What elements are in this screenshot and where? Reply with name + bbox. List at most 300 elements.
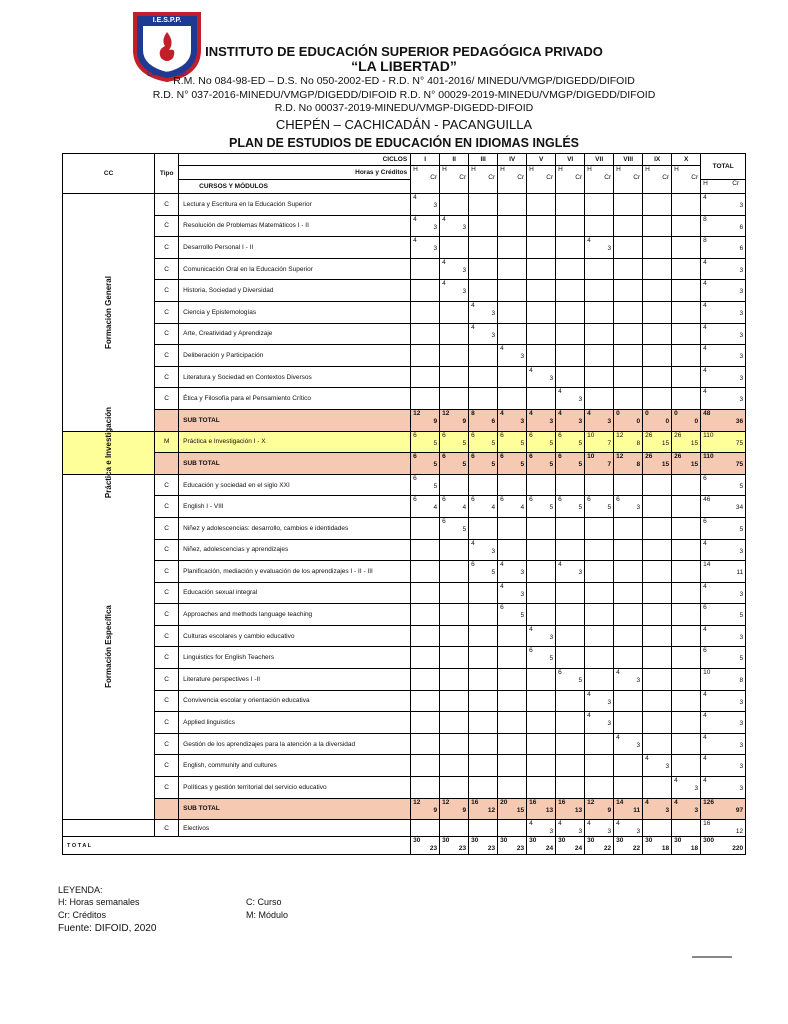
hours-credits-cell <box>527 582 556 604</box>
hours-credits-cell <box>556 474 585 496</box>
hours-credits-cell <box>411 733 440 755</box>
hours-credits-cell: 6 5 <box>498 431 527 453</box>
tipo-cell: C <box>155 496 179 518</box>
legend-source: Fuente: DIFOID, 2020 <box>58 923 157 934</box>
hours-credits-cell <box>469 280 498 302</box>
subtotal-label: SUB TOTAL <box>179 409 411 431</box>
hours-credits-cell <box>498 539 527 561</box>
hours-credits-cell <box>556 258 585 280</box>
hours-credits-cell: 6 5 <box>469 561 498 583</box>
tipo-cell: C <box>155 539 179 561</box>
course-name: English, community and cultures <box>179 755 411 777</box>
header-horas-creditos: Horas y Créditos <box>179 166 411 180</box>
location-line: CHEPÉN – CACHICADÁN - PACANGUILLA <box>275 117 533 132</box>
hours-credits-cell <box>643 712 672 734</box>
hours-credits-cell <box>527 345 556 367</box>
cycle-header: III <box>469 154 498 166</box>
hours-credits-cell <box>672 215 701 237</box>
hours-credits-cell <box>527 733 556 755</box>
hours-credits-cell <box>585 280 614 302</box>
total-cell: 110 75 <box>701 431 746 453</box>
tipo-cell: C <box>155 280 179 302</box>
hours-credits-cell <box>672 301 701 323</box>
hours-credits-cell <box>672 258 701 280</box>
hours-credits-cell <box>672 712 701 734</box>
hours-credits-cell <box>527 237 556 259</box>
area-label: Práctica e Investigación <box>63 431 155 474</box>
tipo-cell: C <box>155 625 179 647</box>
total-cell: 4 3 <box>701 323 746 345</box>
course-name: Literatura y Sociedad en Contextos Diversos <box>179 366 411 388</box>
hours-credits-cell <box>469 777 498 799</box>
cycle-header: VIII <box>614 154 643 166</box>
course-row <box>63 582 746 604</box>
hours-credits-cell <box>498 194 527 216</box>
hours-credits-cell <box>498 215 527 237</box>
hours-credits-cell: 4 3 <box>556 561 585 583</box>
hours-credits-cell <box>411 539 440 561</box>
hours-credits-cell <box>585 733 614 755</box>
hours-credits-cell: 30 24 <box>527 837 556 855</box>
course-name: Comunicación Oral en la Educación Superior <box>179 258 411 280</box>
hours-credits-cell <box>469 625 498 647</box>
hours-credits-cell <box>643 388 672 410</box>
total-cell: 4 3 <box>701 625 746 647</box>
grand-total-label: T O T A L <box>63 837 411 855</box>
hours-credits-cell <box>614 237 643 259</box>
hours-credits-cell <box>643 366 672 388</box>
hours-credits-cell <box>585 604 614 626</box>
course-name: Ciencia y Epistemologías <box>179 301 411 323</box>
total-cell: 6 5 <box>701 517 746 539</box>
hours-credits-cell <box>585 366 614 388</box>
total-cell: 4 3 <box>701 388 746 410</box>
hours-credits-cell <box>585 539 614 561</box>
hours-credits-cell <box>643 690 672 712</box>
tipo-cell: C <box>155 215 179 237</box>
tipo-cell: C <box>155 237 179 259</box>
course-name: Gestión de los aprendizajes para la atención a la diversidad <box>179 733 411 755</box>
hours-credits-cell <box>556 280 585 302</box>
tipo-cell: C <box>155 474 179 496</box>
hours-credits-cell: 30 23 <box>498 837 527 855</box>
course-name: Educación y sociedad en el siglo XXI <box>179 474 411 496</box>
hours-credits-cell <box>585 194 614 216</box>
hours-credits-cell: 12 9 <box>585 798 614 820</box>
course-row <box>63 366 746 388</box>
hours-credits-cell: 4 3 <box>498 345 527 367</box>
tipo-cell <box>155 798 179 820</box>
hours-credits-cell: 6 4 <box>411 496 440 518</box>
resolution-line-1: R.M. No 084-98-ED – D.S. No 050-2002-ED - R.D. N° 401-2016/ MINEDU/VMGP/DIGEDD/DIFOID <box>173 75 635 87</box>
hours-credits-cell <box>643 301 672 323</box>
course-name: Práctica e Investigación I - X <box>179 431 411 453</box>
hours-credits-cell: 6 5 <box>527 647 556 669</box>
hours-credits-cell: 4 3 <box>556 409 585 431</box>
hours-credits-cell <box>556 323 585 345</box>
course-name: Applied linguistics <box>179 712 411 734</box>
hours-credits-cell <box>672 647 701 669</box>
hours-credits-cell: 6 4 <box>498 496 527 518</box>
hours-credits-cell <box>556 777 585 799</box>
hours-credits-cell <box>672 194 701 216</box>
hours-credits-cell <box>672 561 701 583</box>
hours-credits-cell <box>440 237 469 259</box>
hours-credits-cell <box>556 690 585 712</box>
divider-line <box>692 956 732 958</box>
hours-credits-cell <box>469 733 498 755</box>
hours-credits-cell <box>440 733 469 755</box>
hours-credits-cell <box>498 777 527 799</box>
cycle-hcr-header: H Cr <box>585 166 614 194</box>
hours-credits-cell <box>498 690 527 712</box>
hours-credits-cell <box>556 755 585 777</box>
hours-credits-cell: 12 8 <box>614 453 643 475</box>
hours-credits-cell <box>469 604 498 626</box>
hours-credits-cell <box>498 366 527 388</box>
total-cell: 6 5 <box>701 647 746 669</box>
course-row <box>63 517 746 539</box>
course-row <box>63 280 746 302</box>
study-plan-table <box>62 153 746 855</box>
hours-credits-cell <box>527 280 556 302</box>
tipo-cell: C <box>155 517 179 539</box>
course-name: Electivos <box>179 820 411 837</box>
cycle-header: V <box>527 154 556 166</box>
hours-credits-cell <box>440 712 469 734</box>
hours-credits-cell <box>440 301 469 323</box>
hours-credits-cell <box>643 345 672 367</box>
hours-credits-cell: 4 3 <box>585 712 614 734</box>
subtotal-label: SUB TOTAL <box>179 453 411 475</box>
hours-credits-cell: 30 23 <box>469 837 498 855</box>
hours-credits-cell <box>498 388 527 410</box>
course-row <box>63 647 746 669</box>
hours-credits-cell: 4 3 <box>527 625 556 647</box>
hours-credits-cell <box>411 669 440 691</box>
hours-credits-cell <box>527 604 556 626</box>
course-row <box>63 474 746 496</box>
legend-title: LEYENDA: <box>58 885 103 895</box>
hours-credits-cell <box>672 539 701 561</box>
total-cell: 4 3 <box>701 755 746 777</box>
hours-credits-cell: 4 3 <box>498 561 527 583</box>
hours-credits-cell <box>440 647 469 669</box>
hours-credits-cell <box>672 388 701 410</box>
hours-credits-cell <box>469 820 498 837</box>
tipo-cell: C <box>155 366 179 388</box>
course-name: Desarrollo Personal I - II <box>179 237 411 259</box>
hours-credits-cell <box>614 517 643 539</box>
hours-credits-cell: 16 13 <box>527 798 556 820</box>
hours-credits-cell <box>527 194 556 216</box>
tipo-cell: C <box>155 755 179 777</box>
hours-credits-cell <box>469 755 498 777</box>
total-cell: 6 5 <box>701 604 746 626</box>
hours-credits-cell: 30 23 <box>411 837 440 855</box>
hours-credits-cell <box>614 474 643 496</box>
hours-credits-cell <box>498 755 527 777</box>
hours-credits-cell: 4 3 <box>585 409 614 431</box>
hours-credits-cell <box>643 194 672 216</box>
hours-credits-cell <box>498 733 527 755</box>
course-row <box>63 669 746 691</box>
hours-credits-cell <box>672 604 701 626</box>
hours-credits-cell <box>440 755 469 777</box>
hours-credits-cell <box>614 366 643 388</box>
hours-credits-cell: 4 3 <box>440 280 469 302</box>
hours-credits-cell <box>469 215 498 237</box>
hours-credits-cell: 6 5 <box>469 431 498 453</box>
hours-credits-cell <box>585 755 614 777</box>
hours-credits-cell <box>614 712 643 734</box>
header-tipo: Tipo <box>155 154 179 194</box>
hours-credits-cell <box>411 755 440 777</box>
hours-credits-cell: 4 3 <box>643 755 672 777</box>
hours-credits-cell <box>498 669 527 691</box>
hours-credits-cell <box>440 561 469 583</box>
hours-credits-cell <box>556 517 585 539</box>
hours-credits-cell <box>527 215 556 237</box>
hours-credits-cell <box>498 474 527 496</box>
hours-credits-cell: 4 3 <box>527 820 556 837</box>
plan-title: PLAN DE ESTUDIOS DE EDUCACIÓN EN IDIOMAS INGLÉS <box>228 136 580 150</box>
hours-credits-cell: 12 9 <box>440 409 469 431</box>
hours-credits-cell <box>643 258 672 280</box>
tipo-cell: C <box>155 194 179 216</box>
hours-credits-cell <box>556 625 585 647</box>
hours-credits-cell <box>672 820 701 837</box>
hours-credits-cell <box>469 366 498 388</box>
course-row <box>63 301 746 323</box>
hours-credits-cell: 26 15 <box>643 453 672 475</box>
hours-credits-cell: 4 3 <box>411 215 440 237</box>
hours-credits-cell <box>614 258 643 280</box>
course-row <box>63 345 746 367</box>
hours-credits-cell <box>643 733 672 755</box>
hours-credits-cell <box>643 647 672 669</box>
course-name: Approaches and methods language teaching <box>179 604 411 626</box>
hours-credits-cell <box>440 604 469 626</box>
cycle-header: II <box>440 154 469 166</box>
hours-credits-cell <box>440 345 469 367</box>
hours-credits-cell: 4 3 <box>440 215 469 237</box>
hours-credits-cell <box>527 755 556 777</box>
hours-credits-cell: 4 3 <box>498 409 527 431</box>
hours-credits-cell <box>672 755 701 777</box>
hours-credits-cell <box>411 820 440 837</box>
hours-credits-cell <box>498 712 527 734</box>
hours-credits-cell <box>527 690 556 712</box>
hours-credits-cell <box>469 690 498 712</box>
hours-credits-cell <box>440 625 469 647</box>
course-row <box>63 733 746 755</box>
hours-credits-cell <box>411 366 440 388</box>
hours-credits-cell <box>585 777 614 799</box>
hours-credits-cell <box>498 280 527 302</box>
tipo-cell: C <box>155 690 179 712</box>
hours-credits-cell <box>411 517 440 539</box>
course-row <box>63 712 746 734</box>
tipo-cell <box>155 409 179 431</box>
hours-credits-cell: 12 8 <box>614 431 643 453</box>
course-name: Deliberación y Participación <box>179 345 411 367</box>
hours-credits-cell <box>614 280 643 302</box>
course-row <box>63 690 746 712</box>
hours-credits-cell: 6 5 <box>440 431 469 453</box>
hours-credits-cell <box>614 777 643 799</box>
hours-credits-cell <box>643 517 672 539</box>
course-name: Linguistics for English Teachers <box>179 647 411 669</box>
course-row <box>63 777 746 799</box>
area-label: Formación Específica <box>63 474 155 820</box>
tipo-cell: C <box>155 604 179 626</box>
hours-credits-cell <box>527 517 556 539</box>
course-name: Planificación, mediación y evaluación de los aprendizajes I - II - III <box>179 561 411 583</box>
hours-credits-cell <box>672 496 701 518</box>
course-row <box>63 194 746 216</box>
hours-credits-cell <box>585 625 614 647</box>
hours-credits-cell <box>556 301 585 323</box>
course-name: Políticas y gestión territorial del servicio educativo <box>179 777 411 799</box>
total-cell: 4 3 <box>701 712 746 734</box>
hours-credits-cell: 4 3 <box>469 301 498 323</box>
total-cell: 4 3 <box>701 345 746 367</box>
hours-credits-cell <box>585 215 614 237</box>
cycle-hcr-header: H Cr <box>556 166 585 194</box>
hours-credits-cell <box>556 237 585 259</box>
total-cell: 4 3 <box>701 280 746 302</box>
hours-credits-cell: 6 5 <box>498 604 527 626</box>
cycle-hcr-header: H Cr <box>411 166 440 194</box>
hours-credits-cell <box>469 474 498 496</box>
header-ciclos: CICLOS <box>179 154 411 166</box>
hours-credits-cell: 6 5 <box>440 453 469 475</box>
hours-credits-cell <box>411 647 440 669</box>
hours-credits-cell: 6 4 <box>469 496 498 518</box>
hours-credits-cell <box>411 712 440 734</box>
hours-credits-cell <box>643 669 672 691</box>
resolution-line-3: R.D. No 00037-2019-MINEDU/VMGP-DIGEDD-DIFOID <box>274 102 534 114</box>
hours-credits-cell: 6 5 <box>556 496 585 518</box>
hours-credits-cell <box>469 237 498 259</box>
hours-credits-cell <box>469 647 498 669</box>
hours-credits-cell <box>643 625 672 647</box>
hours-credits-cell <box>614 215 643 237</box>
course-name: Culturas escolares y cambio educativo <box>179 625 411 647</box>
hours-credits-cell: 4 3 <box>469 539 498 561</box>
tipo-cell: C <box>155 388 179 410</box>
hours-credits-cell <box>440 474 469 496</box>
total-cell: 4 3 <box>701 690 746 712</box>
institution-name: “LA LIBERTAD” <box>351 58 457 74</box>
hours-credits-cell: 10 7 <box>585 453 614 475</box>
hours-credits-cell <box>411 323 440 345</box>
hours-credits-cell: 0 0 <box>614 409 643 431</box>
hours-credits-cell: 6 5 <box>585 496 614 518</box>
hours-credits-cell <box>527 712 556 734</box>
total-cell: 8 6 <box>701 237 746 259</box>
hours-credits-cell <box>614 539 643 561</box>
hours-credits-cell <box>440 777 469 799</box>
hours-credits-cell: 10 7 <box>585 431 614 453</box>
hours-credits-cell <box>672 366 701 388</box>
hours-credits-cell <box>411 561 440 583</box>
total-cell: 16 12 <box>701 820 746 837</box>
hours-credits-cell <box>440 366 469 388</box>
hours-credits-cell <box>498 258 527 280</box>
tipo-cell: C <box>155 712 179 734</box>
module-row <box>63 431 746 453</box>
hours-credits-cell <box>440 669 469 691</box>
hours-credits-cell <box>585 517 614 539</box>
cycle-hcr-header: H Cr <box>643 166 672 194</box>
total-cell: 6 5 <box>701 474 746 496</box>
logo-text-bottom: LA LIBERTAD <box>147 72 187 78</box>
hours-credits-cell: 4 3 <box>411 194 440 216</box>
hours-credits-cell: 4 3 <box>440 258 469 280</box>
total-cell: 10 8 <box>701 669 746 691</box>
hours-credits-cell <box>643 474 672 496</box>
course-name: Educación sexual integral <box>179 582 411 604</box>
total-cell: 4 3 <box>701 194 746 216</box>
course-row <box>63 388 746 410</box>
hours-credits-cell <box>672 237 701 259</box>
hours-credits-cell <box>469 712 498 734</box>
hours-credits-cell <box>614 647 643 669</box>
hours-credits-cell: 6 5 <box>527 431 556 453</box>
hours-credits-cell: 16 12 <box>469 798 498 820</box>
total-cell: 4 3 <box>701 539 746 561</box>
resolution-line-2: R.D. N° 037-2016-MINEDU/VMGP/DIGEDD/DIFOID R.D. N° 00029-2019-MINEDU/VMGP/DIGEDD/DIFOID <box>152 89 656 101</box>
hours-credits-cell <box>585 323 614 345</box>
hours-credits-cell <box>672 625 701 647</box>
tipo-cell: M <box>155 431 179 453</box>
hours-credits-cell: 6 5 <box>411 431 440 453</box>
course-name: English I - VIII <box>179 496 411 518</box>
hours-credits-cell <box>585 258 614 280</box>
hours-credits-cell <box>585 474 614 496</box>
hours-credits-cell: 4 3 <box>527 409 556 431</box>
hours-credits-cell: 4 3 <box>556 388 585 410</box>
hours-credits-cell <box>498 323 527 345</box>
hours-credits-cell: 12 9 <box>411 798 440 820</box>
hours-credits-cell <box>411 345 440 367</box>
hours-credits-cell <box>614 561 643 583</box>
hours-credits-cell <box>585 561 614 583</box>
hours-credits-cell <box>556 366 585 388</box>
header-cc: CC <box>63 154 155 194</box>
tipo-cell <box>155 453 179 475</box>
hours-credits-cell: 26 15 <box>672 453 701 475</box>
electivos-row <box>63 820 746 837</box>
hours-credits-cell: 4 3 <box>614 733 643 755</box>
hours-credits-cell: 6 5 <box>440 517 469 539</box>
institution-title: INSTITUTO DE EDUCACIÓN SUPERIOR PEDAGÓGICA PRIVADO <box>205 44 603 59</box>
header-cursos: CURSOS Y MÓDULOS <box>179 180 411 194</box>
hours-credits-cell: 6 5 <box>411 474 440 496</box>
tipo-cell: C <box>155 258 179 280</box>
hours-credits-cell <box>411 388 440 410</box>
hours-credits-cell: 20 15 <box>498 798 527 820</box>
hours-credits-cell: 6 3 <box>614 496 643 518</box>
hours-credits-cell <box>672 345 701 367</box>
course-name: Niñez y adolescencias: desarrollo, cambios e identidades <box>179 517 411 539</box>
hours-credits-cell <box>498 625 527 647</box>
cycle-header: X <box>672 154 701 166</box>
hours-credits-cell <box>585 301 614 323</box>
hours-credits-cell <box>440 690 469 712</box>
